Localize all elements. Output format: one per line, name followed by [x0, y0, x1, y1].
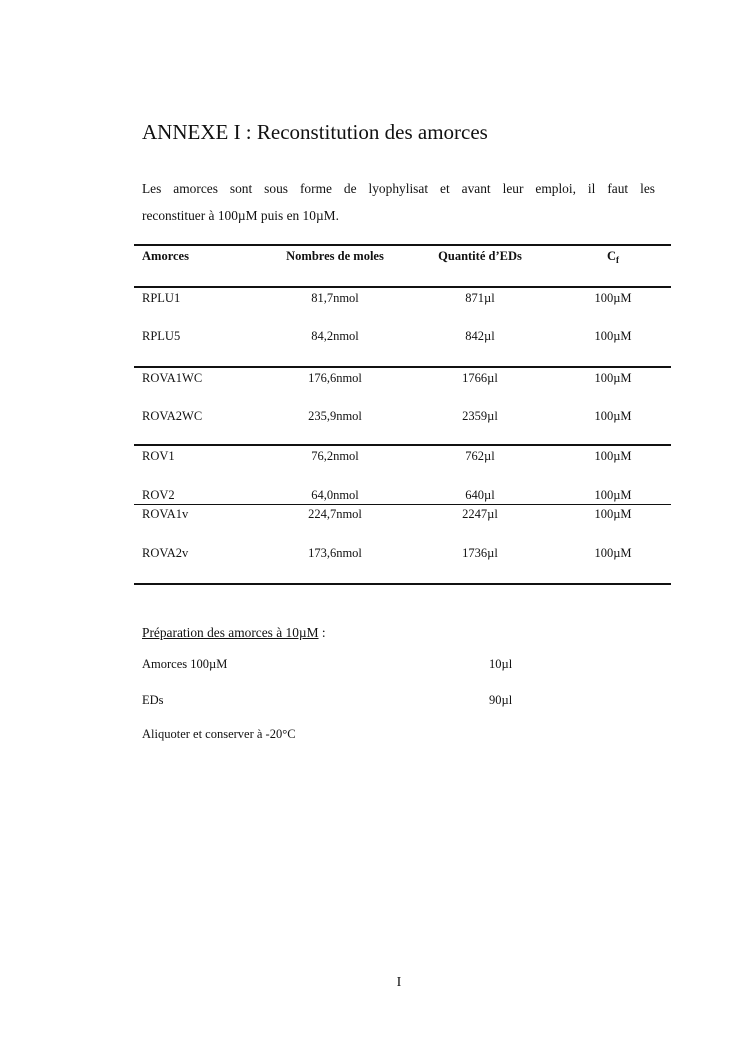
- row-moles: 235,9nmol: [308, 409, 362, 423]
- row-moles: 173,6nmol: [308, 546, 362, 560]
- row-moles: 84,2nmol: [311, 329, 359, 343]
- page-number: I: [396, 975, 402, 990]
- row-quantite: 2247µl: [462, 507, 498, 521]
- table-top-rule: [134, 244, 671, 246]
- table-group-rule-4: [134, 504, 671, 505]
- table-bottom-rule: [134, 583, 671, 585]
- preparation-title-text: Préparation des amorces à 10µM: [142, 625, 319, 640]
- row-name: ROVA1WC: [142, 371, 203, 385]
- intro-line-2: reconstituer à 100µM puis en 10µM.: [142, 208, 339, 223]
- row-moles: 81,7nmol: [311, 291, 359, 305]
- row-moles: 176,6nmol: [308, 371, 362, 385]
- row-name: ROVA2v: [142, 546, 189, 560]
- preparation-item-label: EDs: [142, 693, 164, 707]
- row-cf: 100µM: [594, 291, 632, 305]
- row-cf: 100µM: [594, 371, 632, 385]
- intro-line-1: Les amorces sont sous forme de lyophylisat et avant leur emploi, il faut les: [142, 181, 655, 196]
- row-cf: 100µM: [594, 488, 632, 502]
- row-quantite: 2359µl: [462, 409, 498, 423]
- table-group-rule-1: [134, 286, 671, 288]
- preparation-item-label: Amorces 100µM: [142, 657, 228, 671]
- row-name: ROV2: [142, 488, 175, 502]
- header-amorces: Amorces: [142, 249, 189, 263]
- row-name: RPLU1: [142, 291, 181, 305]
- row-name: RPLU5: [142, 329, 181, 343]
- row-moles: 76,2nmol: [311, 449, 359, 463]
- row-cf: 100µM: [594, 546, 632, 560]
- page-title: ANNEXE I : Reconstitution des amorces: [142, 120, 488, 144]
- row-cf: 100µM: [594, 329, 632, 343]
- table-group-rule-3: [134, 444, 671, 446]
- row-quantite: 640µl: [465, 488, 495, 502]
- row-name: ROV1: [142, 449, 175, 463]
- header-moles: Nombres de moles: [286, 249, 384, 263]
- row-name: ROVA2WC: [142, 409, 203, 423]
- row-moles: 64,0nmol: [311, 488, 359, 502]
- row-moles: 224,7nmol: [308, 507, 362, 521]
- table-group-rule-2: [134, 366, 671, 368]
- preparation-item-value: 10µl: [489, 657, 513, 671]
- row-quantite: 762µl: [465, 449, 495, 463]
- row-quantite: 1736µl: [462, 546, 498, 560]
- preparation-item-value: 90µl: [489, 693, 513, 707]
- header-cf-main: C: [606, 249, 617, 263]
- preparation-title: [142, 624, 326, 642]
- row-quantite: 842µl: [465, 329, 495, 343]
- header-quantite: Quantité d’EDs: [438, 249, 522, 263]
- row-name: ROVA1v: [142, 507, 189, 521]
- row-cf: 100µM: [594, 409, 632, 423]
- preparation-title-suffix: :: [318, 625, 326, 640]
- row-cf: 100µM: [594, 449, 632, 463]
- header-cf: [553, 248, 673, 265]
- header-cf-subscript: f: [616, 255, 620, 265]
- row-quantite: 1766µl: [462, 371, 498, 385]
- row-cf: 100µM: [594, 507, 632, 521]
- row-quantite: 871µl: [465, 291, 495, 305]
- preparation-note: Aliquoter et conserver à -20°C: [142, 727, 296, 741]
